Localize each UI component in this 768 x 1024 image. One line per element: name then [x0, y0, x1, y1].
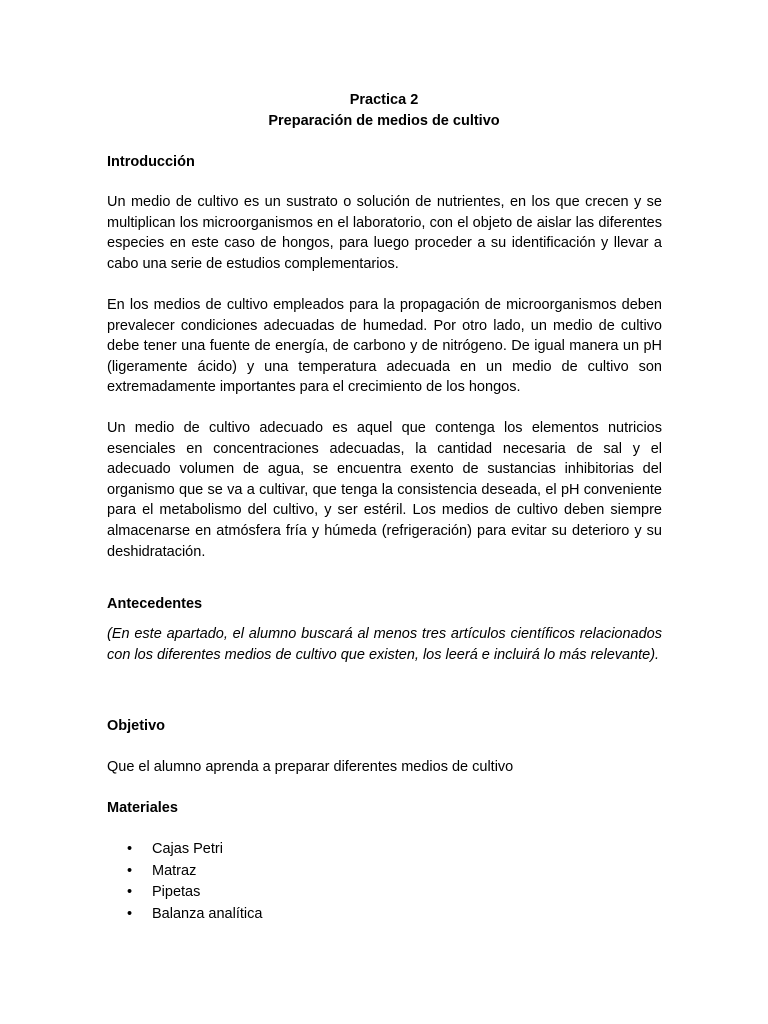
- document-title: Practica 2: [349, 92, 419, 108]
- bullet-icon: •: [127, 862, 133, 879]
- section-heading-materiales: Materiales: [107, 800, 178, 816]
- list-item-label: Cajas Petri: [152, 841, 223, 857]
- materials-list: [107, 839, 262, 925]
- list-item: [107, 839, 262, 861]
- antecedentes-note: (En este apartado, el alumno buscará al menos tres artículos científicos relacionados con los diferentes medios de cultivo que existen, los leerá e incluirá lo más relevante).: [107, 626, 662, 663]
- list-item: [107, 882, 262, 904]
- bullet-icon: •: [127, 884, 133, 901]
- intro-paragraph-1: Un medio de cultivo es un sustrato o solución de nutrientes, en los que crecen y se multiplican los microorganismos en el laboratorio, con el objeto de aislar las diferentes especies en este caso de hongos, para luego proceder a su identificación y llevar a cabo una serie de estudios complementarios.: [107, 194, 662, 272]
- bullet-icon: •: [127, 905, 133, 922]
- list-item: [107, 861, 262, 883]
- list-item-label: Balanza analítica: [152, 905, 263, 922]
- intro-paragraph-3: Un medio de cultivo adecuado es aquel que contenga los elementos nutricios esenciales en concentraciones adecuadas, la cantidad necesaria de sal y el adecuado volumen de agua, se encuentra exento de sustancias inhibitorias del organismo que se va a cultivar, que tenga la consistencia deseada, el pH conveniente para el metabolismo del cultivo, y ser estéril. Los medios de cultivo deben siempre almacenarse en atmósfera fría y húmeda (refrigeración) para evitar su deterioro y su deshidratación.: [107, 420, 662, 560]
- intro-paragraph-2: En los medios de cultivo empleados para la propagación de microorganismos deben prevalecer condiciones adecuadas de humedad. Por otro lado, un medio de cultivo debe tener una fuente de energía, de carbono y de nitrógeno. De igual manera un pH (ligeramente ácido) y una temperatura adecuada en un medio de cultivo son extremadamente importantes para el crecimiento de los hongos.: [107, 297, 662, 396]
- list-item: [107, 904, 262, 926]
- section-heading-antecedentes: Antecedentes: [107, 596, 203, 612]
- list-item-label: Matraz: [152, 862, 197, 879]
- bullet-icon: •: [127, 841, 133, 857]
- objetivo-text: Que el alumno aprenda a preparar diferentes medios de cultivo: [107, 759, 514, 775]
- section-heading-objetivo: Objetivo: [107, 718, 166, 734]
- section-heading-introduccion: Introducción: [107, 154, 195, 170]
- document-subtitle: Preparación de medios de cultivo: [268, 113, 500, 129]
- title-block: [0, 90, 768, 132]
- list-item-label: Pipetas: [152, 884, 201, 901]
